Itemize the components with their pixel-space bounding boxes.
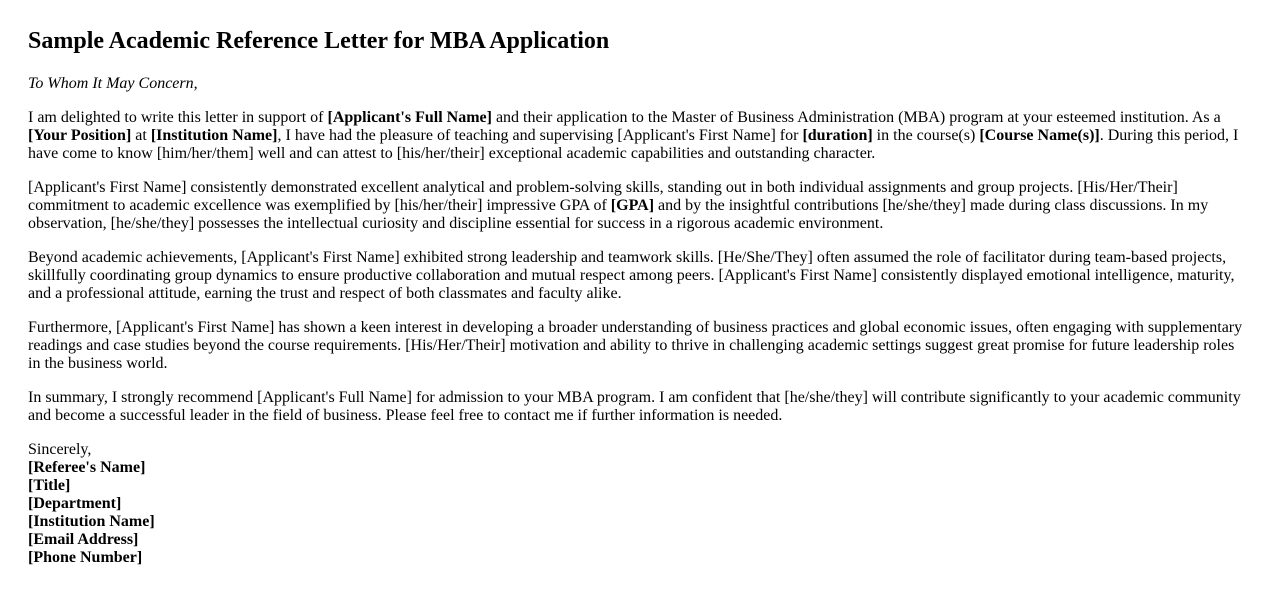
referee-department: [Department]	[28, 495, 122, 512]
referee-title: [Title]	[28, 477, 71, 494]
p1-text-3: at	[131, 127, 151, 144]
paragraph-academic-performance	[28, 179, 1250, 233]
closing: Sincerely,	[28, 441, 92, 458]
p1-text-6: . During this period, I have come to know [him/her/them] well and can attest to [his/her/their] exceptional academic capabilities and outstanding character.	[28, 127, 1239, 162]
referee-phone: [Phone Number]	[28, 549, 143, 566]
signature-block	[28, 441, 1250, 567]
referee-name: [Referee's Name]	[28, 459, 146, 476]
placeholder-course-names: [Course Name(s)]	[979, 127, 1100, 144]
p1-text-5: in the course(s)	[872, 127, 980, 144]
placeholder-applicant-full-name: [Applicant's Full Name]	[327, 109, 492, 126]
p1-text-2: and their application to the Master of Business Administration (MBA) program at your esteemed institution. As a	[491, 109, 1221, 126]
paragraph-introduction	[28, 109, 1250, 163]
p2-text-2: and by the insightful contributions [he/she/they] made during class discussions. In my observation, [he/she/they] possesses the intellectual curiosity and discipline essential for success in a rigorous academic environment.	[28, 197, 1209, 232]
paragraph-leadership: Beyond academic achievements, [Applicant's First Name] exhibited strong leadership and teamwork skills. [He/She/They] often assumed the role of facilitator during team-based projects, skillfully coordinating group dynamics to ensure productive collaboration and mutual respect among peers. [Applicant's First Name] consistently displayed emotional intelligence, maturity, and a professional attitude, earning the trust and respect of both classmates and faculty alike.	[28, 249, 1235, 302]
p2-text-1: [Applicant's First Name] consistently demonstrated excellent analytical and problem-solving skills, standing out in both individual assignments and group projects. [His/Her/Their] commitment to academic excellence was exemplified by [his/her/their] impressive GPA of	[28, 179, 1178, 214]
p1-text-4: , I have had the pleasure of teaching and supervising [Applicant's First Name] for	[277, 127, 803, 144]
paragraph-interests: Furthermore, [Applicant's First Name] has shown a keen interest in developing a broader understanding of business practices and global economic issues, often engaging with supplementary readings and case studies beyond the course requirements. [His/Her/Their] motivation and ability to thrive in challenging academic settings suggest great promise for future leadership roles in the business world.	[28, 319, 1243, 372]
paragraph-summary: In summary, I strongly recommend [Applicant's Full Name] for admission to your MBA program. I am confident that [he/she/they] will contribute significantly to your academic community and become a successful leader in the field of business. Please feel free to contact me if further information is needed.	[28, 389, 1241, 424]
referee-email: [Email Address]	[28, 531, 139, 548]
p1-text-1: I am delighted to write this letter in support of	[28, 109, 328, 126]
placeholder-duration: [duration]	[802, 127, 873, 144]
letter-title: Sample Academic Reference Letter for MBA Application	[28, 28, 610, 54]
placeholder-gpa: [GPA]	[610, 197, 655, 214]
placeholder-your-position: [Your Position]	[28, 127, 132, 144]
salutation: To Whom It May Concern,	[28, 75, 198, 92]
placeholder-institution-name: [Institution Name]	[150, 127, 278, 144]
referee-institution: [Institution Name]	[28, 513, 155, 530]
